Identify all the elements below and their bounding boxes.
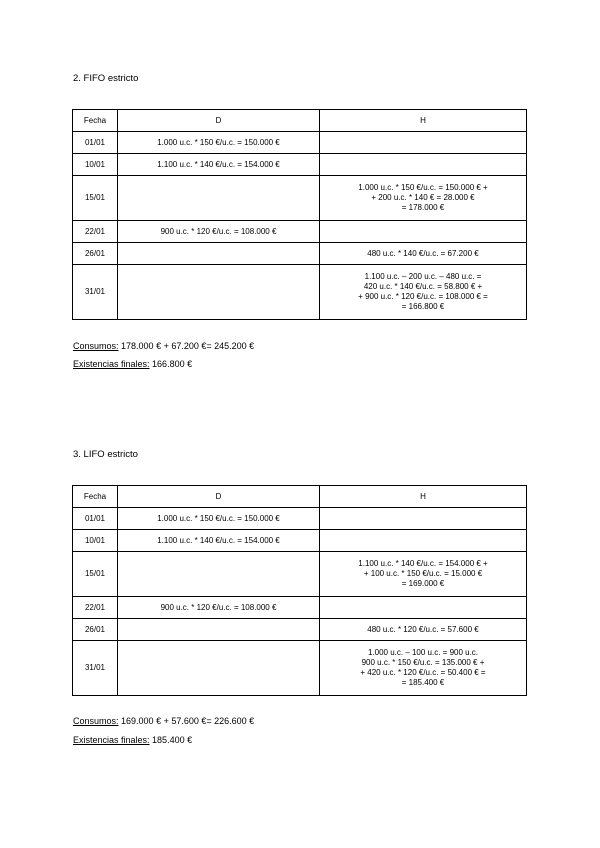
cell-fecha: 15/01: [73, 176, 118, 221]
cell-h: [320, 508, 527, 530]
table-row: [73, 154, 527, 176]
table-row: [73, 508, 527, 530]
cell-d: 1.100 u.c. * 140 €/u.c. = 154.000 €: [118, 154, 320, 176]
header-d: D: [118, 486, 320, 508]
cell-fecha: 10/01: [73, 530, 118, 552]
cell-h: [320, 597, 527, 619]
fifo-table: [72, 109, 527, 320]
consumos-line: [73, 716, 254, 726]
cell-d: [118, 552, 320, 597]
consumos-label: Consumos:: [73, 716, 119, 726]
table-header-row: [73, 486, 527, 508]
table-row: [73, 221, 527, 243]
table-row: [73, 265, 527, 320]
cell-fecha: 01/01: [73, 508, 118, 530]
section-title-lifo: 3. LIFO estricto: [73, 449, 138, 460]
table-row: [73, 641, 527, 696]
cell-fecha: 31/01: [73, 265, 118, 320]
cell-fecha: 26/01: [73, 243, 118, 265]
existencias-value: 185.400 €: [149, 735, 193, 745]
table-row: [73, 176, 527, 221]
section-title-fifo: 2. FIFO estricto: [73, 73, 139, 84]
table-row: [73, 619, 527, 641]
table-row: [73, 132, 527, 154]
existencias-label: Existencias finales:: [73, 359, 150, 369]
existencias-label: Existencias finales:: [73, 735, 150, 745]
cell-d: [118, 265, 320, 320]
cell-h: 1.000 u.c. * 150 €/u.c. = 150.000 € + + 200 u.c. * 140 € = 28.000 € = 178.000 €: [320, 176, 527, 221]
cell-fecha: 31/01: [73, 641, 118, 696]
lifo-table: [72, 485, 527, 696]
cell-h: 1.100 u.c. * 140 €/u.c. = 154.000 € + + 100 u.c. * 150 €/u.c. = 15.000 € = 169.000 €: [320, 552, 527, 597]
existencias-line: [73, 735, 192, 745]
table-header-row: [73, 110, 527, 132]
header-fecha: Fecha: [73, 486, 118, 508]
table-row: [73, 530, 527, 552]
consumos-line: [73, 341, 254, 351]
cell-h: 480 u.c. * 140 €/u.c. = 67.200 €: [320, 243, 527, 265]
cell-d: 1.000 u.c. * 150 €/u.c. = 150.000 €: [118, 132, 320, 154]
header-d: D: [118, 110, 320, 132]
cell-h: 1.000 u.c. – 100 u.c. = 900 u.c. 900 u.c. * 150 €/u.c. = 135.000 € + + 420 u.c. * 120 €/u.c. = 50.400 € = = 185.400 €: [320, 641, 527, 696]
existencias-line: [73, 359, 192, 369]
consumos-value: 178.000 € + 67.200 €= 245.200 €: [118, 341, 255, 351]
cell-fecha: 01/01: [73, 132, 118, 154]
cell-d: 900 u.c. * 120 €/u.c. = 108.000 €: [118, 597, 320, 619]
table-row: [73, 597, 527, 619]
cell-fecha: 22/01: [73, 597, 118, 619]
cell-d: [118, 619, 320, 641]
cell-d: 900 u.c. * 120 €/u.c. = 108.000 €: [118, 221, 320, 243]
table-row: [73, 243, 527, 265]
header-h: H: [320, 486, 527, 508]
cell-h: 480 u.c. * 120 €/u.c. = 57.600 €: [320, 619, 527, 641]
cell-fecha: 22/01: [73, 221, 118, 243]
cell-d: [118, 176, 320, 221]
consumos-value: 169.000 € + 57.600 €= 226.600 €: [118, 716, 255, 726]
header-fecha: Fecha: [73, 110, 118, 132]
table-row: [73, 552, 527, 597]
header-h: H: [320, 110, 527, 132]
cell-h: [320, 154, 527, 176]
cell-h: [320, 221, 527, 243]
cell-h: [320, 530, 527, 552]
cell-fecha: 10/01: [73, 154, 118, 176]
cell-fecha: 26/01: [73, 619, 118, 641]
existencias-value: 166.800 €: [149, 359, 193, 369]
cell-d: 1.000 u.c. * 150 €/u.c. = 150.000 €: [118, 508, 320, 530]
cell-d: [118, 243, 320, 265]
cell-h: 1.100 u.c. – 200 u.c. – 480 u.c. = 420 u.c. * 140 €/u.c. = 58.800 € + + 900 u.c. * 120 €/u.c. = 108.000 € = = 166.800 €: [320, 265, 527, 320]
cell-h: [320, 132, 527, 154]
consumos-label: Consumos:: [73, 341, 119, 351]
cell-d: [118, 641, 320, 696]
cell-fecha: 15/01: [73, 552, 118, 597]
cell-d: 1.100 u.c. * 140 €/u.c. = 154.000 €: [118, 530, 320, 552]
